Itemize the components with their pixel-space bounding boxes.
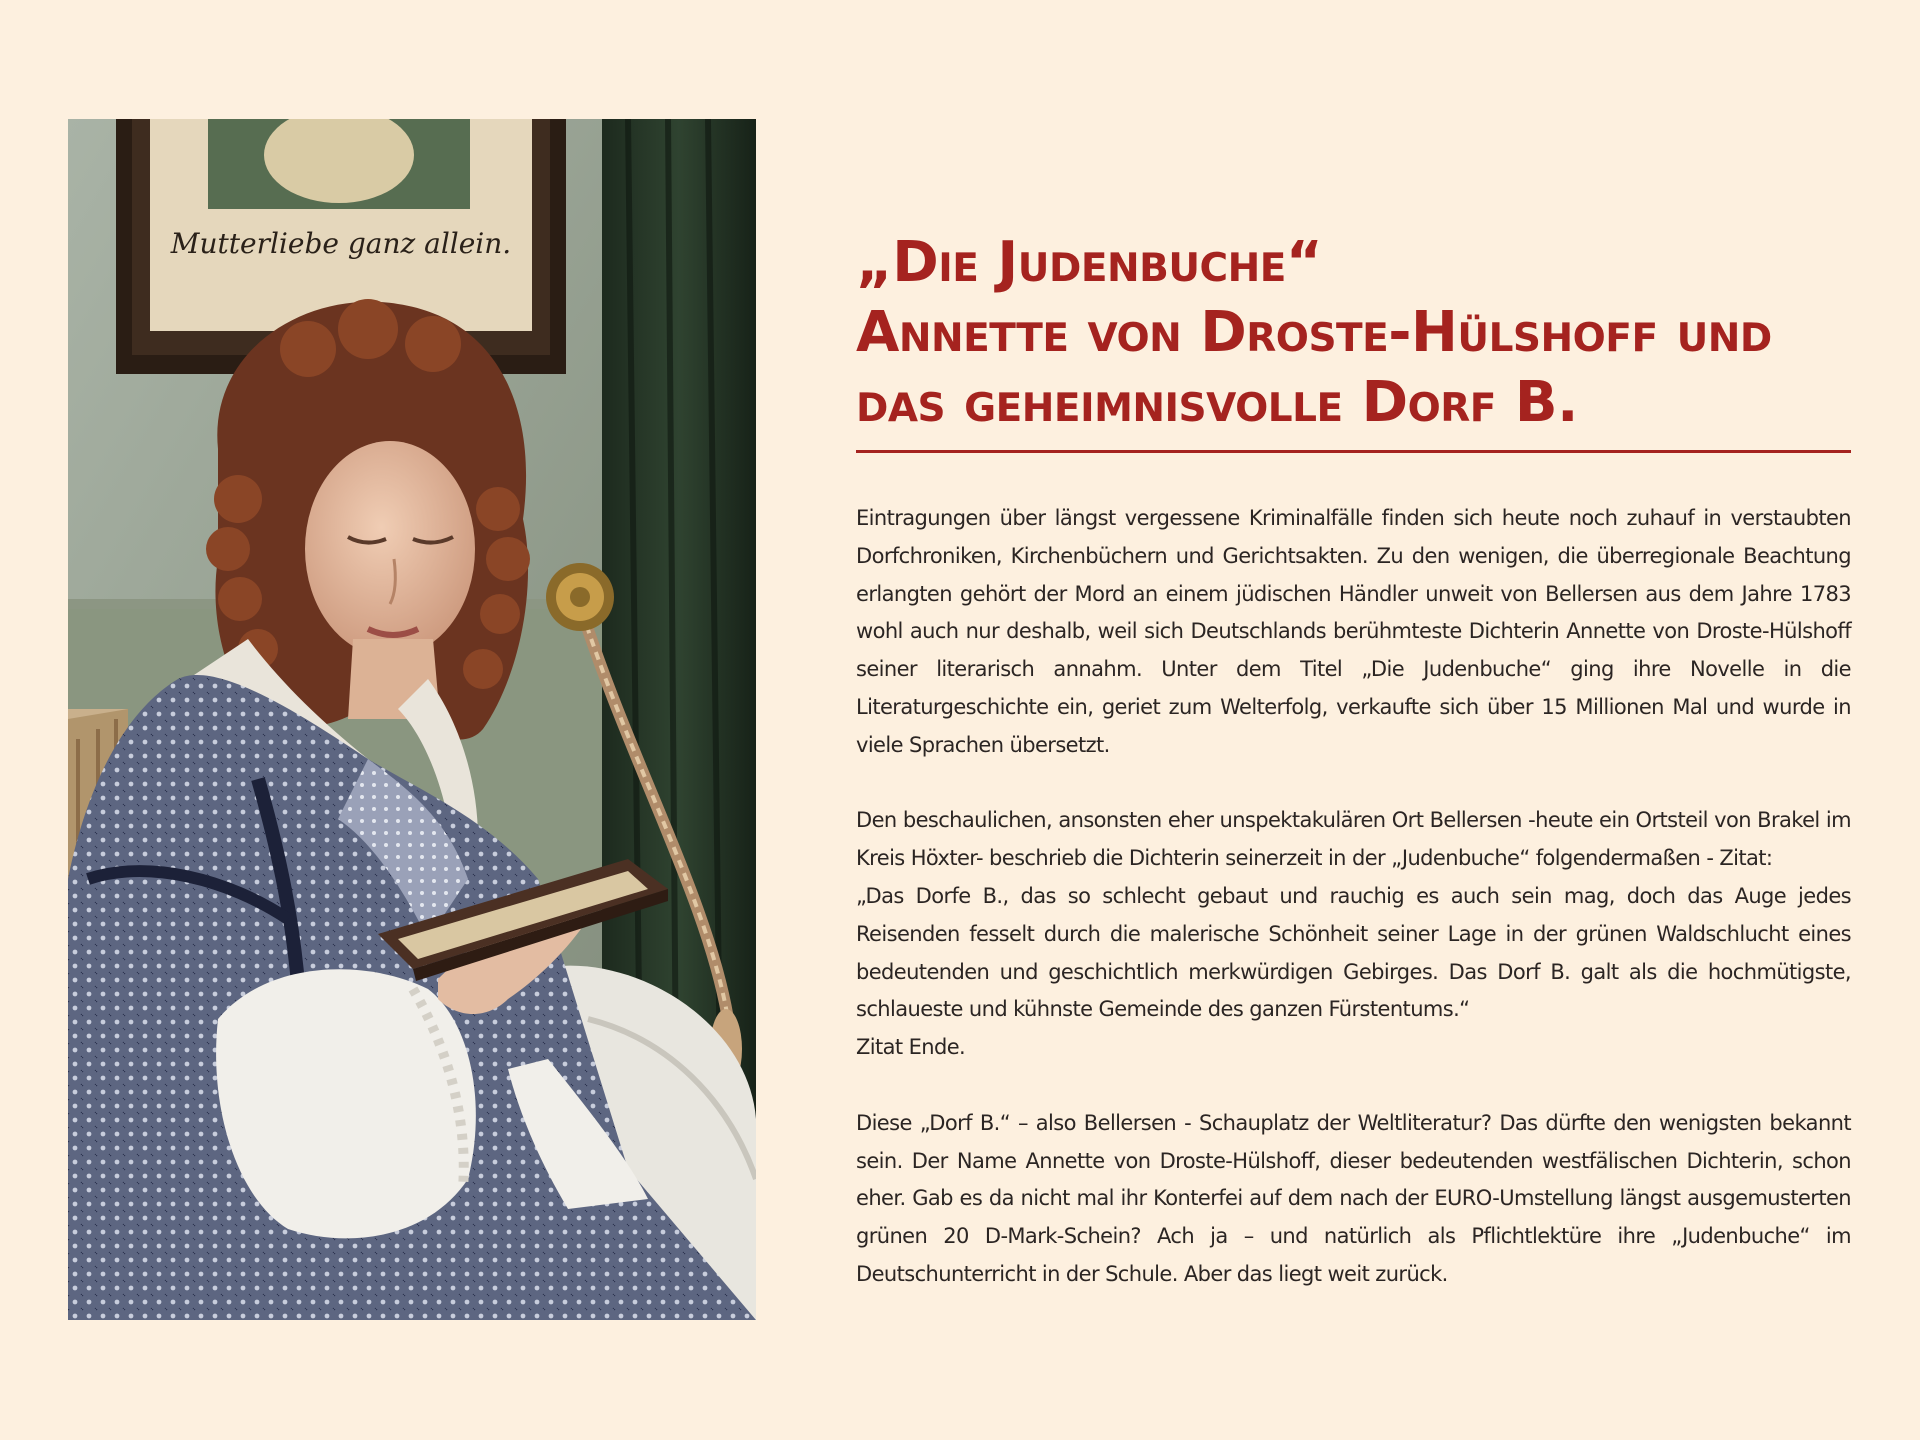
article-body xyxy=(856,500,1851,1294)
quote-end-note: Zitat Ende. xyxy=(856,1035,966,1060)
paragraph-bellersen: Den beschaulichen, ansonsten eher unspektakulären Ort Bellersen -heute ein Ortsteil von Brakel im Kreis Höxter- beschrieb die Dichterin seinerzeit in der „Judenbuche“ folgendermaßen - Zitat: xyxy=(856,808,1851,871)
quote-paragraph: „Das Dorfe B., das so schlecht gebaut und rauchig es auch sein mag, doch das Auge jedes Reisenden fesselt durch die malerische Schönheit seiner Lage in der grünen Waldschlucht eines bedeutenden und geschichtlich merkwürdigen Gebirges. Das Dorf B. galt als die hochmütigste, schlaueste und kühnste Gemeinde des ganzen Fürstentums.“ xyxy=(856,883,1851,1022)
heading-line-1: „Die Judenbuche“ xyxy=(856,230,1323,295)
frame-embroidery-text: Mutterliebe ganz allein. xyxy=(170,227,512,260)
heading-line-2: Annette von Droste-Hülshoff und xyxy=(856,300,1772,365)
article-heading xyxy=(856,228,1856,438)
heading-divider xyxy=(856,450,1851,453)
paragraph-intro: Eintragungen über längst vergessene Kriminalfälle finden sich heute noch zuhauf in verstaubten Dorfchroniken, Kirchenbüchern und Gerichtsakten. Zu den wenigen, die überregionale Beachtung erlangten gehört der Mord an einem jüdischen Händler unweit von Bellersen aus dem Jahre 1783 wohl auch nur deshalb, weil sich Deutschlands berühmteste Dichterin Annette von Droste-Hülshoff seiner literarisch annahm. Unter dem Titel „Die Judenbuche“ ging ihre Novelle in die Literaturgeschichte ein, geriet zum Welterfolg, verkaufte sich über 15 Millionen Mal und wurde in viele Sprachen übersetzt. xyxy=(856,506,1851,757)
paragraph-dorf-b: Diese „Dorf B.“ – also Bellersen - Schauplatz der Weltliteratur? Das dürfte den wenigsten bekannt sein. Der Name Annette von Droste-Hülshoff, dieser bedeutenden westfälischen Dichterin, schon eher. Gab es da nicht mal ihr Konterfei auf dem nach der EURO-Umstellung längst ausgemusterten grünen 20 D-Mark-Schein? Ach ja – und natürlich als Pflichtlektüre ihre „Judenbuche“ im Deutschunterricht in der Schule. Aber das liegt weit zurück. xyxy=(856,1110,1851,1286)
paragraph-gap xyxy=(856,765,1851,803)
paragraph-gap xyxy=(856,1067,1851,1105)
heading-line-3: das geheimnisvolle Dorf B. xyxy=(856,370,1578,435)
reading-woman-photo xyxy=(68,119,756,1320)
